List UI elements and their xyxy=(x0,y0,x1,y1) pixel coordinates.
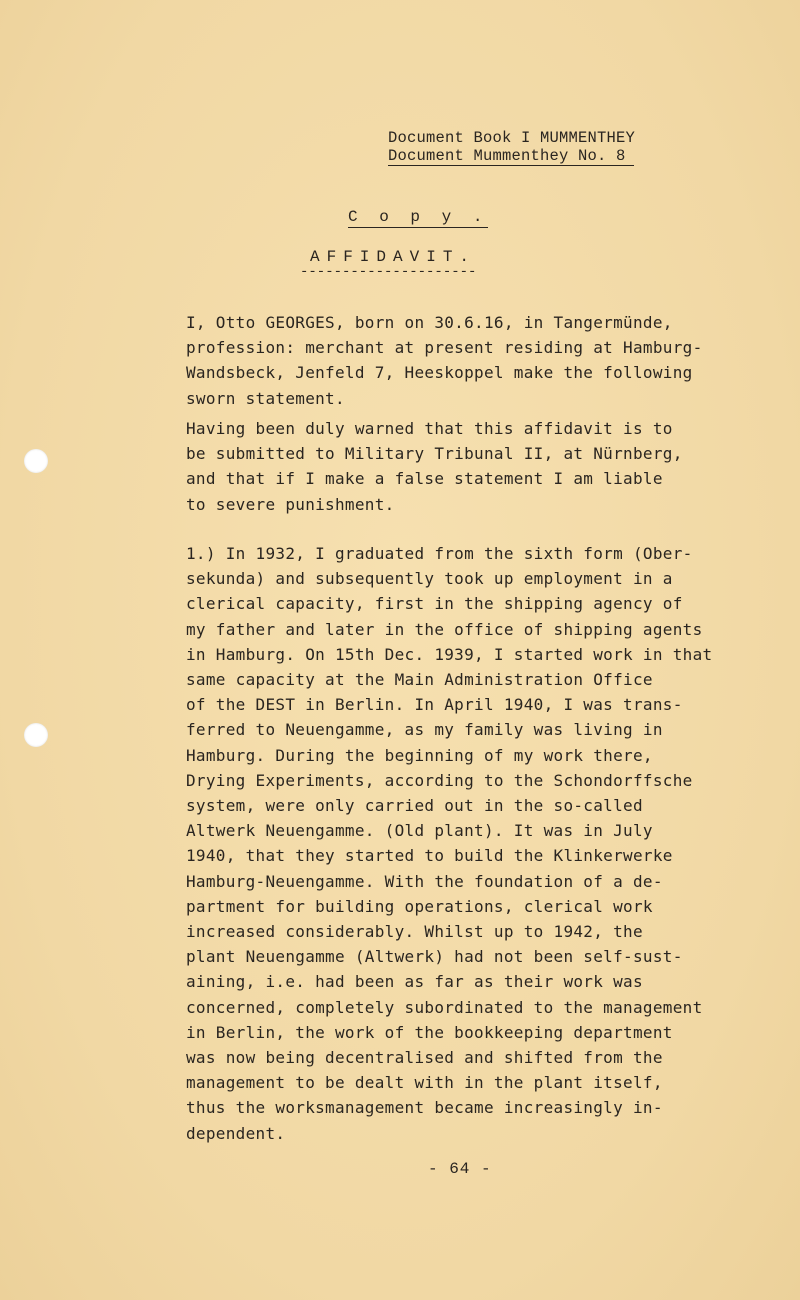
text-line: management to be dealt with in the plant itself, xyxy=(186,1073,663,1093)
text-line: partment for building operations, clerical work xyxy=(186,896,653,916)
text-line: sworn statement. xyxy=(186,388,345,408)
warning-paragraph xyxy=(186,416,746,517)
text-line: 1940, that they started to build the Klinkerwerke xyxy=(186,846,673,866)
affidavit-heading: AFFIDAVIT. xyxy=(310,248,477,266)
text-line: Hamburg. During the beginning of my work there, xyxy=(186,745,653,765)
text-line: concerned, completely subordinated to the management xyxy=(186,997,703,1017)
text-line: in Berlin, the work of the bookkeeping department xyxy=(186,1022,673,1042)
page-number: - 64 - xyxy=(428,1160,492,1178)
text-line: ferred to Neuengamme, as my family was living in xyxy=(186,720,663,740)
text-line: be submitted to Military Tribunal II, at Nürnberg, xyxy=(186,444,683,464)
text-line: clerical capacity, first in the shipping agency of xyxy=(186,594,683,614)
text-line: I, Otto GEORGES, born on 30.6.16, in Tangermünde, xyxy=(186,313,673,332)
text-line: thus the worksmanagement became increasingly in- xyxy=(186,1098,663,1118)
text-line: to severe punishment. xyxy=(186,494,395,514)
intro-paragraph xyxy=(186,310,746,411)
text-line: my father and later in the office of shipping agents xyxy=(186,619,703,639)
heading-rule: --------------------- xyxy=(300,264,477,280)
punch-hole xyxy=(24,449,48,473)
text-line: increased considerably. Whilst up to 1942, the xyxy=(186,922,643,942)
text-line: plant Neuengamme (Altwerk) had not been self-sust- xyxy=(186,947,683,967)
text-line: dependent. xyxy=(186,1123,286,1143)
punch-hole xyxy=(24,723,48,747)
text-line: was now being decentralised and shifted from the xyxy=(186,1048,663,1068)
document-reference-line-1: Document Book I MUMMENTHEY xyxy=(388,129,636,147)
document-reference-number: Document Mummenthey No. 8 xyxy=(388,147,634,166)
text-line: system, were only carried out in the so-called xyxy=(186,796,643,816)
text-line: 1.) In 1932, I graduated from the sixth form (Ober- xyxy=(186,544,693,563)
copy-label: C o p y . xyxy=(348,208,489,226)
text-line: Wandsbeck, Jenfeld 7, Heeskoppel make the following xyxy=(186,363,693,383)
text-line: Hamburg-Neuengamme. With the foundation of a de- xyxy=(186,871,663,891)
text-line: profession: merchant at present residing at Hamburg- xyxy=(186,338,703,358)
text-line: and that if I make a false statement I am liable xyxy=(186,469,663,489)
text-line: in Hamburg. On 15th Dec. 1939, I started work in that xyxy=(186,644,713,664)
document-reference-line-2 xyxy=(388,146,634,166)
text-line: same capacity at the Main Administration Office xyxy=(186,670,653,690)
text-line: of the DEST in Berlin. In April 1940, I was trans- xyxy=(186,695,683,715)
text-line: Altwerk Neuengamme. (Old plant). It was in July xyxy=(186,821,653,841)
text-line: aining, i.e. had been as far as their work was xyxy=(186,972,643,992)
text-line: Drying Experiments, according to the Schondorffsche xyxy=(186,770,693,790)
text-line: sekunda) and subsequently took up employment in a xyxy=(186,569,673,589)
text-line: Having been duly warned that this affidavit is to xyxy=(186,419,673,438)
point-1-paragraph xyxy=(186,541,746,1146)
